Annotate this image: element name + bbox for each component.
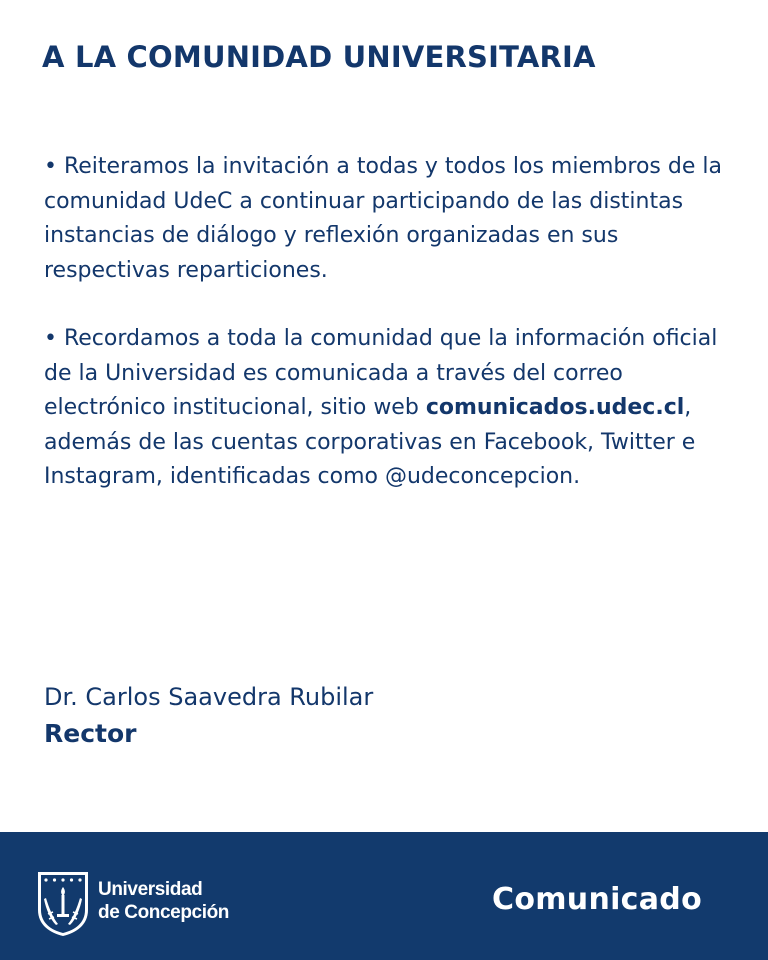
signer-name: Dr. Carlos Saavedra Rubilar — [44, 683, 374, 711]
website-link[interactable]: comunicados.udec.cl — [425, 395, 685, 420]
paragraph-official-info-text: • Recordamos a toda la comunidad que la información oficial de la Universidad es comunicada a través del correo electrónico institucional, sitio web — [44, 326, 718, 420]
university-crest-icon — [36, 870, 90, 938]
university-logo-text — [98, 878, 229, 924]
comunicado-label: Comunicado — [492, 882, 702, 917]
paragraph-official-info — [44, 322, 734, 495]
paragraph-invitation: • Reiteramos la invitación a todas y todos los miembros de la comunidad UdeC a continuar participando de las distintas instancias de diálogo y reflexión organizadas en sus respectivas reparticiones. — [44, 154, 722, 283]
paragraph-official-info-text-end: , además de las cuentas corporativas en Facebook, Twitter e Instagram, identificadas como @udeconcepcion. — [44, 395, 696, 489]
signer-role: Rector — [44, 719, 137, 748]
page-title: A LA COMUNIDAD UNIVERSITARIA — [42, 40, 596, 74]
logo-line-2: de Concepción — [98, 902, 229, 923]
footer-bar — [0, 832, 768, 960]
logo-line-1: Universidad — [98, 879, 203, 900]
